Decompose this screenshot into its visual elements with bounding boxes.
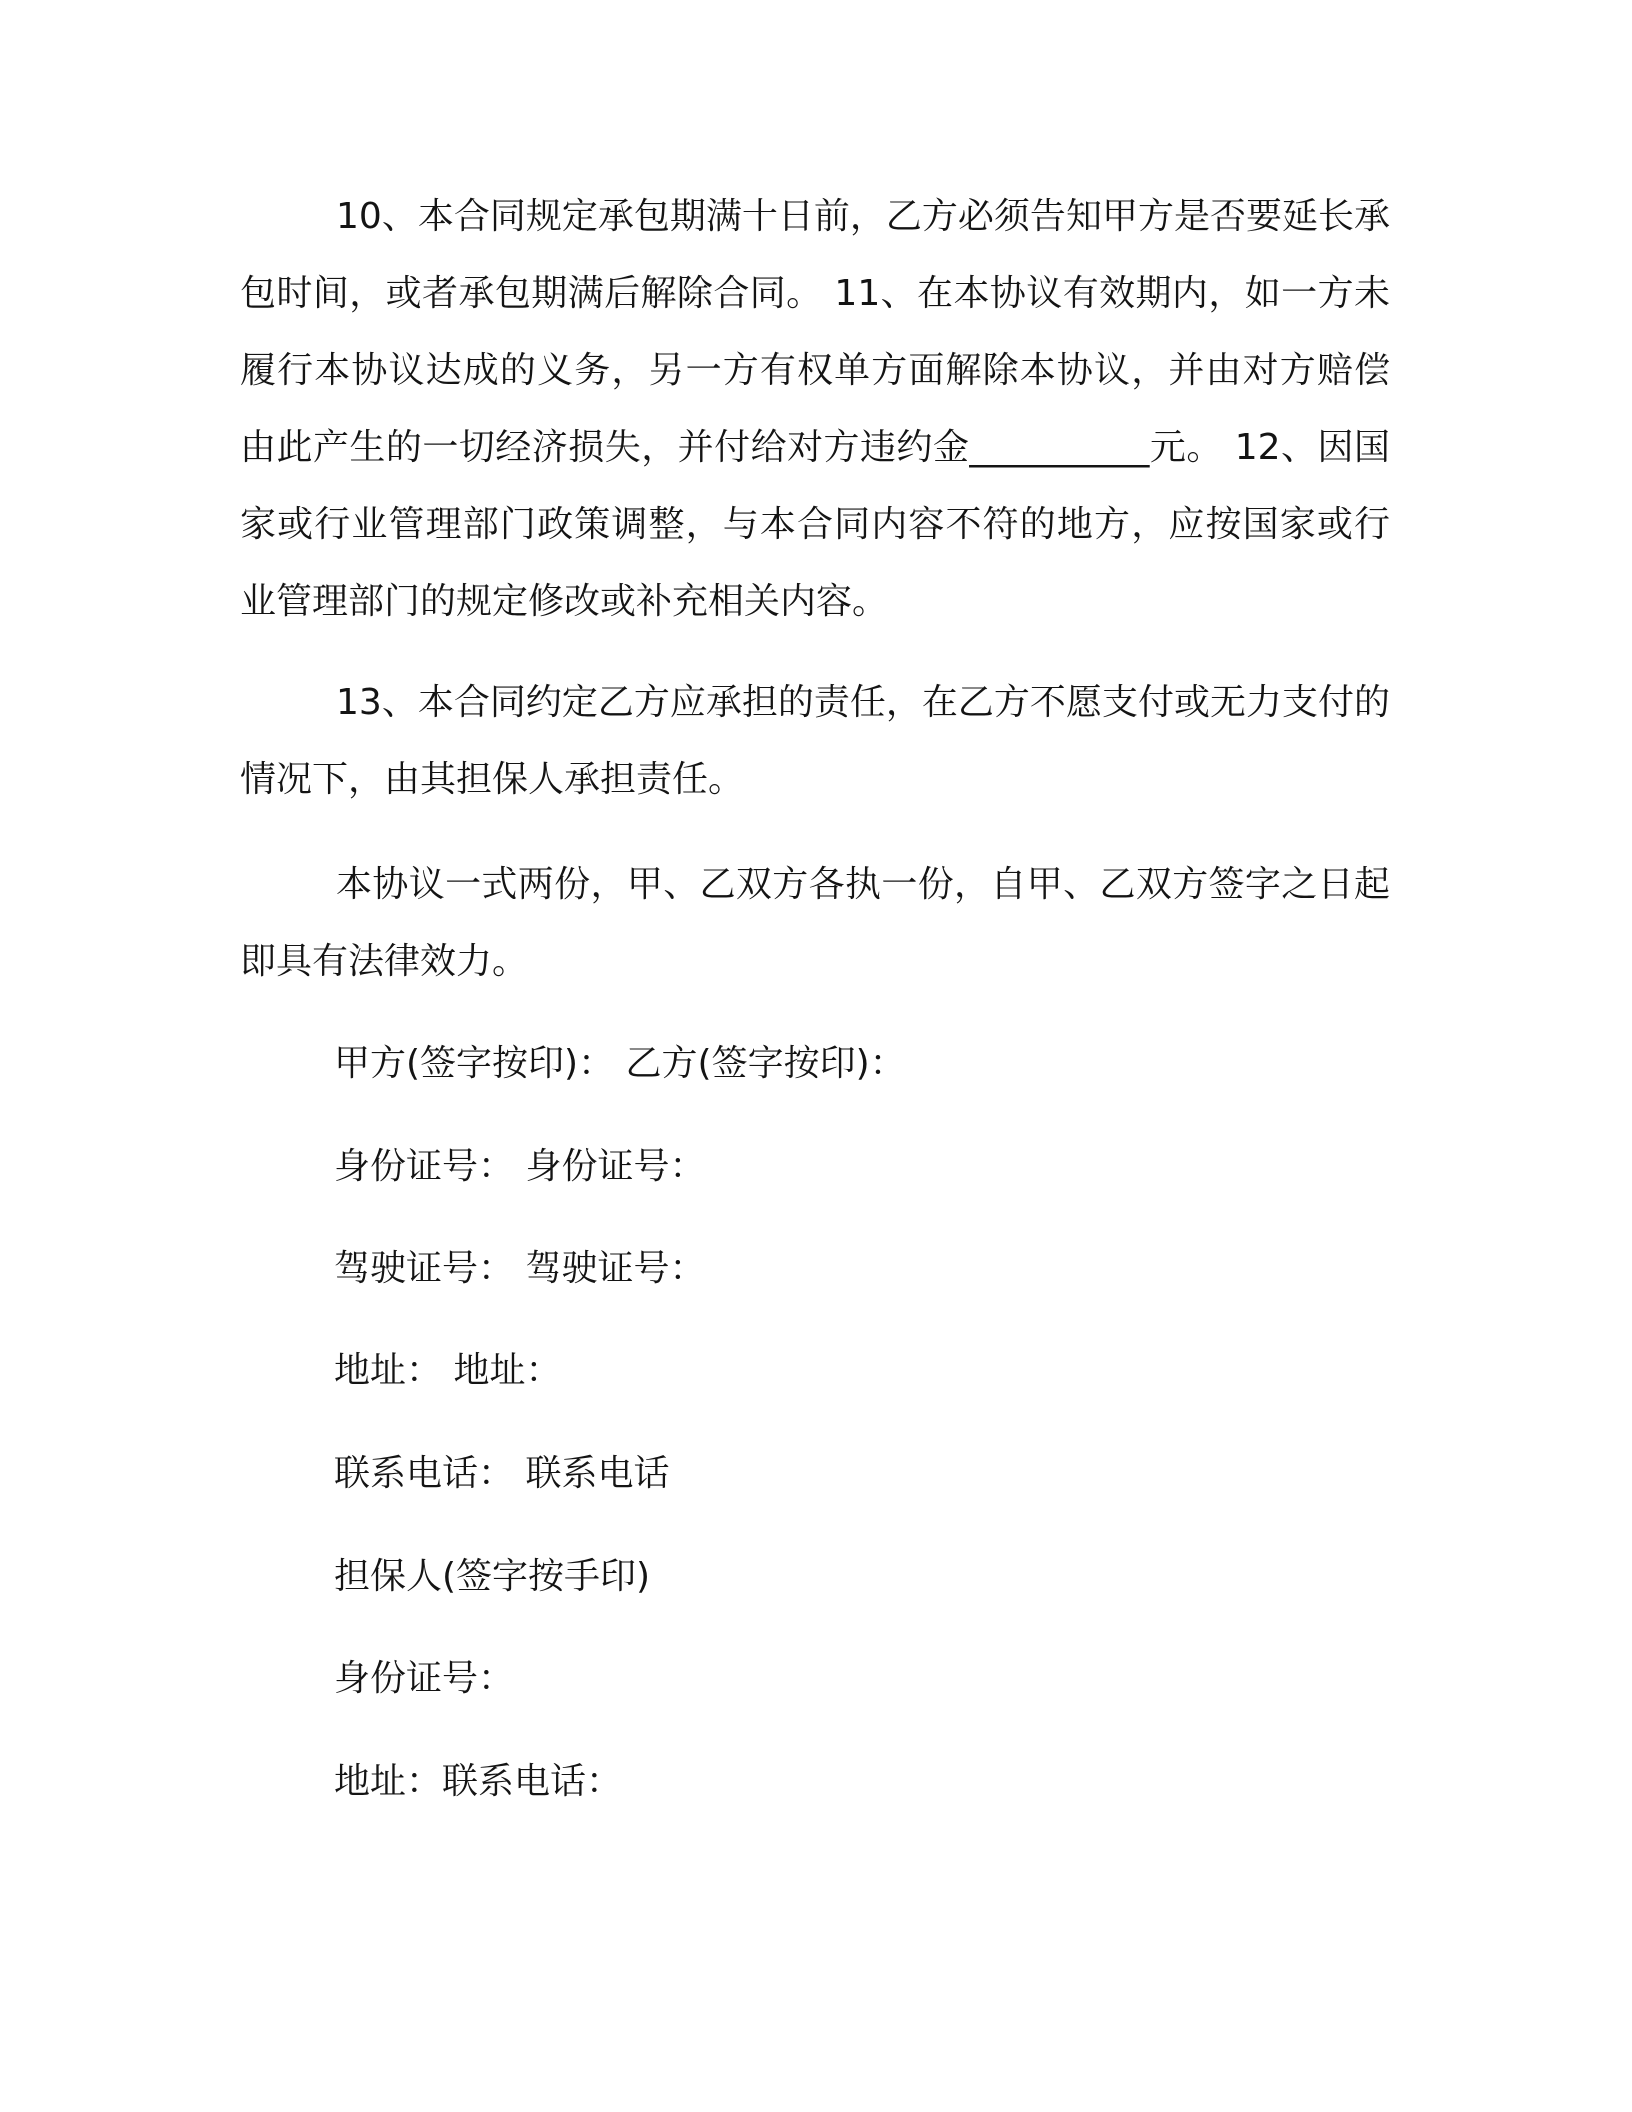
guarantor-address-phone-line: 地址：联系电话：: [334, 1761, 623, 1802]
clause-10-12-paragraph: 10、本合同规定承包期满十日前，乙方必须告知甲方是否要延长承包时间，或者承包期满后解除合同。 11、在本协议有效期内，如一方未履行本协议达成的义务，另一方有权单方面解除本协议，并由对方赔偿由此产生的一切经济损失，并付给对方违约金__________元。 12、因国家或行业管理部门政策调整，与本合同内容不符的地方，应按国家或行业管理部门的规定修改或补充相关内容。: [240, 196, 1390, 622]
validity-paragraph: 本协议一式两份，甲、乙双方各执一份，自甲、乙双方签字之日起即具有法律效力。: [240, 864, 1390, 982]
guarantor-line: 担保人(签字按手印): [334, 1556, 651, 1597]
guarantor-id-line: 身份证号：: [334, 1658, 515, 1699]
phone-line: 联系电话： 联系电话: [334, 1453, 670, 1494]
driver-license-line: 驾驶证号： 驾驶证号：: [334, 1248, 706, 1289]
address-line: 地址： 地址：: [334, 1350, 562, 1391]
signature-parties-line: 甲方(签字按印)： 乙方(签字按印)：: [334, 1043, 906, 1084]
clause-13-paragraph: 13、本合同约定乙方应承担的责任，在乙方不愿支付或无力支付的情况下，由其担保人承担责任。: [240, 682, 1390, 800]
id-number-line: 身份证号： 身份证号：: [334, 1146, 706, 1187]
